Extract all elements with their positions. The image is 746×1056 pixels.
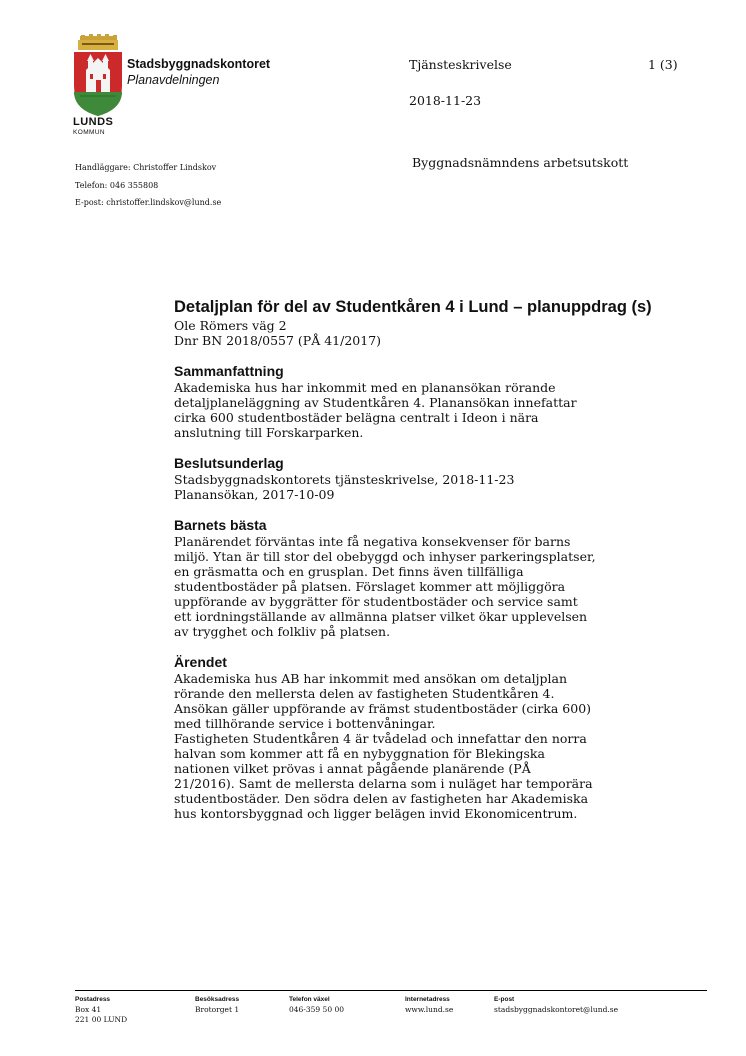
section-text bbox=[174, 472, 694, 502]
footer-label: Telefon växel bbox=[289, 996, 330, 1003]
document-date: 2018-11-23 bbox=[409, 93, 482, 108]
document-title: Detaljplan för del av Studentkåren 4 i Lund – planuppdrag (s) bbox=[174, 298, 652, 316]
page-number: 1 (3) bbox=[648, 57, 678, 72]
address: Ole Römers väg 2 bbox=[174, 318, 287, 333]
text-line: Akademiska hus AB har inkommit med ansökan om detaljplan bbox=[174, 671, 568, 686]
text-line: Planärendet förväntas inte få negativa konsekvenser för barns bbox=[174, 534, 571, 549]
handler: Handläggare: Christoffer Lindskov bbox=[75, 163, 217, 172]
org-unit: Planavdelningen bbox=[127, 73, 220, 87]
section-child-impact bbox=[174, 516, 694, 639]
footer-web bbox=[405, 995, 453, 1015]
text-line: rörande den mellersta delen av fastigheten Studentkåren 4. bbox=[174, 686, 555, 701]
footer-label: Besöksadress bbox=[195, 996, 240, 1003]
section-text bbox=[174, 380, 694, 440]
document-body bbox=[174, 296, 694, 821]
text-line: 21/2016). Samt de mellersta delarna som i nuläget har temporära bbox=[174, 776, 593, 791]
text-line: miljö. Ytan är till stor del obebyggd och inhyser parkeringsplatser, bbox=[174, 549, 596, 564]
section-matter bbox=[174, 653, 694, 821]
section-text bbox=[174, 671, 694, 821]
section-heading: Sammanfattning bbox=[174, 363, 284, 379]
lunds-kommun-logo bbox=[72, 34, 124, 146]
text-line: ett iordningställande av allmänna platser vilket ökar upplevelsen bbox=[174, 609, 588, 624]
section-heading: Ärendet bbox=[174, 654, 227, 670]
phone: Telefon: 046 355808 bbox=[75, 180, 159, 190]
logo-subtext: KOMMUN bbox=[73, 129, 106, 136]
footer-label: Internetadress bbox=[405, 996, 450, 1003]
section-summary bbox=[174, 362, 694, 440]
footer-phone bbox=[289, 995, 344, 1015]
footer-value: 221 00 LUND bbox=[75, 1015, 128, 1024]
footer-label: E-post bbox=[494, 996, 515, 1003]
text-line: studentbostäder. Den södra delen av fastigheten har Akademiska bbox=[174, 791, 589, 806]
text-line: Stadsbyggnadskontorets tjänsteskrivelse, 2018-11-23 bbox=[174, 472, 515, 487]
org-name: Stadsbyggnadskontoret bbox=[127, 57, 271, 71]
footer-value: Brotorget 1 bbox=[195, 1005, 240, 1014]
text-line: cirka 600 studentbostäder belägna centralt i Ideon i nära bbox=[174, 410, 539, 425]
footer-value: stadsbyggnadskontoret@lund.se bbox=[494, 1005, 619, 1014]
section-decision-basis bbox=[174, 454, 694, 502]
text-line: detaljplaneläggning av Studentkåren 4. Planansökan innefattar bbox=[174, 395, 577, 410]
text-line: Ansökan gäller uppförande av främst studentbostäder (cirka 600) bbox=[174, 701, 592, 716]
case-number: Dnr BN 2018/0557 (PÅ 41/2017) bbox=[174, 333, 382, 348]
text-line: uppförande av byggrätter för studentbostäder och service samt bbox=[174, 594, 578, 609]
text-line: studentbostäder på platsen. Förslaget kommer att möjliggöra bbox=[174, 579, 566, 594]
text-line: anslutning till Forskarparken. bbox=[174, 425, 364, 440]
section-heading: Barnets bästa bbox=[174, 517, 267, 533]
footer-postal bbox=[75, 995, 127, 1025]
email: E-post: christoffer.lindskov@lund.se bbox=[75, 198, 222, 207]
footer-label: Postadress bbox=[75, 996, 111, 1003]
text-line: Akademiska hus har inkommit med en planansökan rörande bbox=[174, 380, 556, 395]
footer-value: 046-359 50 00 bbox=[289, 1005, 345, 1014]
text-line: nationen vilket prövas i annat pågående planärende (PÅ bbox=[174, 761, 531, 776]
footer-visit bbox=[195, 995, 239, 1015]
text-line: av trygghet och folkliv på platsen. bbox=[174, 624, 391, 639]
text-line: Fastigheten Studentkåren 4 är tvådelad och innefattar den norra bbox=[174, 731, 587, 746]
text-line: Planansökan, 2017-10-09 bbox=[174, 487, 335, 502]
text-line: med tillhörande service i bottenvåningar. bbox=[174, 716, 436, 731]
footer-value: Box 41 bbox=[75, 1005, 102, 1014]
contact-info bbox=[75, 159, 221, 212]
footer-email bbox=[494, 995, 618, 1015]
footer-value: www.lund.se bbox=[405, 1005, 454, 1014]
recipient: Byggnadsnämndens arbetsutskott bbox=[412, 155, 629, 170]
document-type: Tjänsteskrivelse bbox=[409, 57, 512, 72]
footer-divider bbox=[75, 990, 707, 991]
text-line: halvan som kommer att få en nybyggnation för Blekingska bbox=[174, 746, 545, 761]
text-line: hus kontorsbyggnad och ligger belägen invid Ekonomicentrum. bbox=[174, 806, 578, 821]
logo-text: LUNDS bbox=[73, 116, 114, 128]
text-line: en gräsmatta och en grusplan. Det finns även tillfälliga bbox=[174, 564, 524, 579]
section-heading: Beslutsunderlag bbox=[174, 455, 284, 471]
section-text bbox=[174, 534, 694, 639]
